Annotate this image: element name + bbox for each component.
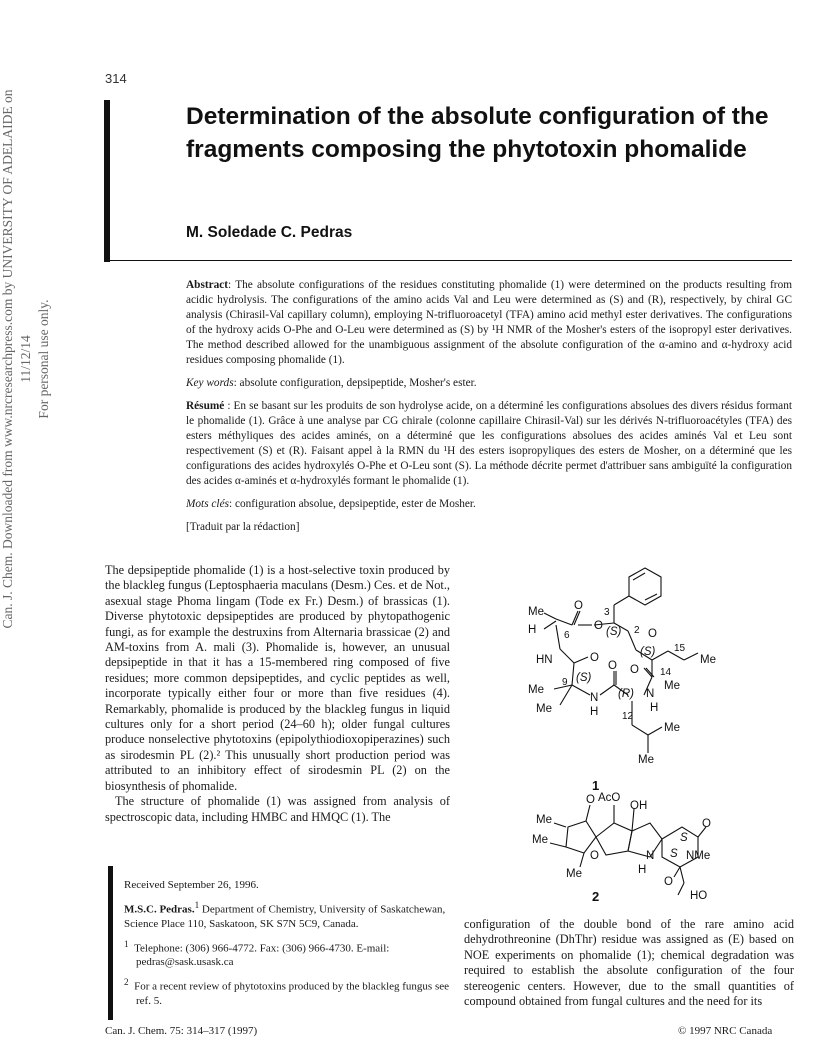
c1-h-left: H [528, 624, 537, 636]
body-column-left [105, 563, 450, 825]
c1-me-top: Me [528, 606, 544, 618]
c1-h-n-right: H [650, 702, 659, 714]
c2-ho: HO [690, 890, 708, 902]
c1-c14: 14 [660, 667, 672, 678]
article-author: M. Soledade C. Pedras [186, 224, 353, 241]
c2-o-top: O [586, 794, 595, 806]
info-box-bar [108, 866, 113, 1020]
c1-c2: 2 [634, 625, 640, 636]
affiliation-text: Department of Chemistry, University of Saskatchewan, Science Place 110, Saskatoon, SK S7N 5C9, Canada. [124, 903, 446, 930]
c1-h-n-left: H [590, 706, 599, 718]
affiliation-footnote-mark: 1 [194, 900, 200, 910]
c2-ring-a [566, 821, 596, 853]
c1-s-upper: (S) [606, 626, 622, 638]
footnote-1 [124, 937, 449, 970]
c1-c9: 9 [562, 677, 568, 688]
c2-ring-b [596, 823, 632, 855]
c1-c15: 15 [674, 643, 686, 654]
c2-ring-c [628, 823, 662, 857]
c1-o-top: O [574, 600, 583, 612]
c1-me-end: Me [638, 754, 654, 766]
resume-paragraph [186, 399, 792, 489]
article-title: Determination of the absolute configuration of the fragments composing the phytotoxin phomalide [186, 103, 769, 163]
c2-o-right: O [702, 818, 711, 830]
abstract-paragraph [186, 278, 792, 368]
footer-copyright: © 1997 NRC Canada [678, 1025, 773, 1037]
c2-o-ring: O [590, 850, 599, 862]
article-info-box [108, 866, 454, 1020]
c1-me-left: Me [528, 684, 544, 696]
structures-svg [510, 565, 770, 905]
c2-me-2: Me [532, 834, 548, 846]
translation-note: [Traduit par la rédaction] [186, 521, 300, 533]
c2-oh: OH [630, 800, 648, 812]
c1-n-right: N [646, 688, 655, 700]
c1-o-ring: O [648, 628, 657, 640]
footnote-2-mark: 2 [124, 977, 129, 988]
footer-citation: Can. J. Chem. 75: 314–317 (1997) [105, 1025, 258, 1037]
c2-s-1: S [680, 832, 688, 844]
compound-2-labels [532, 792, 711, 904]
info-box-text [124, 878, 449, 1014]
c1-c12: 12 [622, 711, 634, 722]
c2-me-1: Me [536, 814, 552, 826]
c2-h: H [638, 864, 647, 876]
footnote-1-mark: 1 [124, 938, 129, 949]
c1-r-center: (R) [618, 688, 634, 700]
compound-2-number: 2 [592, 889, 600, 904]
footnote-1-text: Telephone: (306) 966-4772. Fax: (306) 966-4730. E-mail: pedras@sask.usask.ca [134, 942, 390, 969]
c1-o-left: O [590, 652, 599, 664]
author-affiliation [124, 898, 449, 931]
download-watermark [0, 79, 51, 639]
watermark-line-2: For personal use only. [36, 299, 51, 419]
body-column-right: configuration of the double bond of the rare amino acid dehydrothreonine (DhThr) residue was assigned as (E) based on NOE experiments on phomalide (1); chemical degradation was required to establish the absolute configuration of the four stereogenic centers. However, due to the small quantities of compound obtained from fungal cultures and the need for its [464, 917, 794, 1009]
c2-o-bottom: O [664, 876, 673, 888]
mots-cles-label: Mots clés [186, 498, 229, 510]
c1-o-right: O [630, 664, 639, 676]
key-words-paragraph [186, 376, 792, 391]
abstract-block [186, 278, 792, 543]
footnote-2-text: For a recent review of phytotoxins produced by the blackleg fungus see ref. 5. [134, 980, 450, 1007]
c2-me-3: Me [566, 868, 582, 880]
abstract-text: : The absolute configurations of the residues constituting phomalide (1) were determined on the products resulting from acidic hydrolysis. The configurations of the amino acids Val and Leu were determined as (S) and (R), respectively, by chiral GC analysis (Chirasil-Val capillary column), employing N-trifluoroacetyl (TFA) amino acid methyl ester derivatives. The configurations of the hydroxy acids O-Phe and O-Leu were determined as (S) by ¹H NMR of the Mosher's esters of the isopropyl ester derivatives. The method described allowed for the unambiguous assignment of the absolute configuration of the α-amino and α-hydroxy acid residues composing phomalide (1). [186, 279, 792, 366]
key-words-text: : absolute configuration, depsipeptide, Mosher's ester. [233, 377, 477, 389]
c1-me-14: Me [664, 680, 680, 692]
chemical-structures-figure [510, 565, 770, 910]
body-paragraph-2: The structure of phomalide (1) was assigned from analysis of spectroscopic data, including HMBC and HMQC (1). The [105, 794, 450, 824]
c1-hn: HN [536, 654, 553, 666]
page-number: 314 [105, 71, 127, 86]
c1-o-mid: O [608, 660, 617, 672]
resume-text: : En se basant sur les produits de son hydrolyse acide, on a déterminé les configurations absolues des divers résidus formant le phomalide (1). Grâce à une analyse par CG chirale (colonne capillaire Chirasil-Val) sur les dérivés N-trifluoroacétyles (TFA) des esters méthyliques des acides aminés, on a déterminé que les configurations absolues des acides aminés Val et Leu sont respectivement (S) et (R). Faisant appel à la RMN du ¹H des esters isopropyliques des esters de Mosher, on a déterminé que les configurations des acides hydroxylés O-Phe et O-Leu sont (S). La méthode décrite permet d'attribuer sans ambiguïté la configuration des acides α-aminés et α-hydroxylés formant le phomalide (1). [186, 400, 792, 487]
c1-me-bottom-left: Me [536, 703, 552, 715]
resume-label: Résumé [186, 400, 225, 412]
c1-me-side: Me [664, 722, 680, 734]
c1-o-ester: O [594, 620, 603, 632]
c1-n-left: N [590, 692, 599, 704]
compound-2-bonds [550, 805, 706, 895]
affiliation-author: M.S.C. Pedras. [124, 903, 195, 916]
c2-aco: AcO [598, 792, 621, 804]
received-date: Received September 26, 1996. [124, 879, 259, 891]
c1-s-right: (S) [640, 646, 656, 658]
footnote-2 [124, 975, 449, 1008]
compound-1-number: 1 [592, 778, 600, 793]
mots-cles-paragraph [186, 497, 792, 512]
title-rule [104, 260, 792, 261]
abstract-label: Abstract [186, 279, 229, 291]
c1-me-right: Me [700, 654, 716, 666]
c1-c3: 3 [604, 607, 610, 618]
c1-c6: 6 [564, 630, 570, 641]
c2-nme: NMe [686, 850, 711, 862]
c2-n: N [646, 850, 655, 862]
title-accent-bar [104, 100, 110, 262]
mots-cles-text: : configuration absolue, depsipeptide, ester de Mosher. [228, 498, 476, 510]
c2-s-2: S [670, 848, 678, 860]
key-words-label: Key words [186, 377, 234, 389]
c1-s-left: (S) [576, 672, 592, 684]
body-paragraph-1: The depsipeptide phomalide (1) is a host-selective toxin produced by the blackleg fungus (Leptosphaeria maculans (Desm.) Ces. et de Not., asexual stage Phoma lingam (Tode ex Fr.) Desm.) of brassicas (1). Diverse phytotoxic depsipeptides are produced by phytopathogenic fungi, as for example the destruxins from Alternaria brassicae (2) and AM-toxins from A. mali (3). Phomalide is, however, an unusual depsipeptide in that it has a 15-membered ring composed of five residues; more common depsipeptides, and cyclic peptides as well, incorporate typically either four or more than five residues (4). Remarkably, phomalide is produced by the blackleg fungus in liquid cultures only for a short period (24–60 h); older fungal cultures produce nonselective phytotoxins (epipolythiodioxopiperazines) such as sirodesmin PL (2).² This unusually short production period was attributed to an inhibitory effect of sirodesmin PL (2) on the biosynthesis of phomalide. [105, 563, 450, 793]
watermark-line-1: Can. J. Chem. Downloaded from www.nrcresearchpress.com by UNIVERSITY OF ADELAIDE on 11/12/14 [0, 89, 33, 629]
